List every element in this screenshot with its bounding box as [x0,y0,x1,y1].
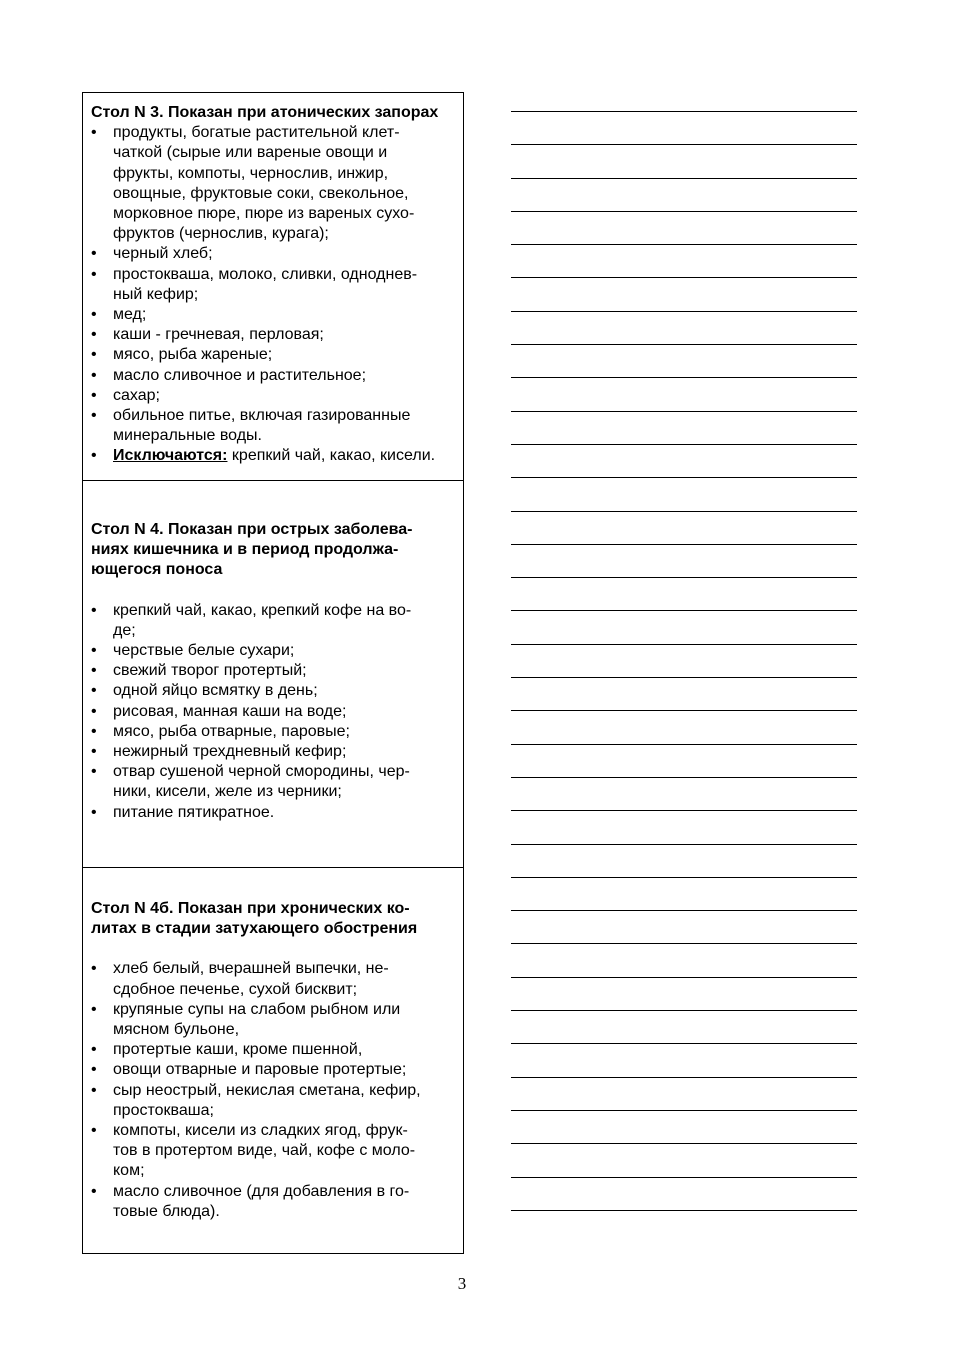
list-item-text: ный кефир; [113,285,199,303]
list-item [91,601,455,641]
list-item-text: сыр неострый, некислая сметана, кефир, [113,1081,421,1099]
list-item-text: отвар сушеной черной смородины, чер- [113,763,410,781]
list-item-text: черствые белые сухари; [113,642,295,660]
note-line [511,178,857,211]
item-list [91,959,455,1222]
list-item-text: компоты, кисели из сладких ягод, фрук- [113,1122,408,1140]
exclusion-text: крепкий чай, какао, кисели. [227,447,436,465]
list-item [91,1182,455,1222]
section-title-line: Стол N 4. Показан при острых заболева- [91,521,413,538]
note-line [511,810,857,843]
list-item-text: чаткой (сырые или вареные овощи и [113,144,388,162]
list-item [91,722,455,742]
diet-table-4-box [82,480,464,867]
list-item [91,325,455,345]
note-lines [511,111,857,1243]
list-item-text: простокваша, молоко, сливки, одноднев- [113,265,418,283]
list-item [91,681,455,701]
list-item-text: рисовая, манная каши на воде; [113,702,347,720]
list-item [91,641,455,661]
section-title [91,899,455,939]
list-item-text: крупяные супы на слабом рыбном или [113,1000,401,1018]
note-line [511,1210,857,1243]
list-item-text: каши - гречневая, перловая; [113,326,324,344]
note-line [511,1043,857,1076]
list-item [91,742,455,762]
note-line [511,943,857,976]
note-line [511,511,857,544]
note-line [511,744,857,777]
note-line [511,777,857,810]
note-line [511,211,857,244]
list-item-text: обильное питье, включая газированные [113,407,411,425]
list-item [91,265,455,305]
note-line [511,610,857,643]
note-line [511,877,857,910]
list-item [91,345,455,365]
diet-table-4b-box [82,867,464,1254]
section-title-line: ющегося поноса [91,561,223,579]
list-item-text: мед; [113,306,147,324]
list-item-text: овощные, фруктовые соки, свекольное, [113,184,409,202]
exclusion-item [91,446,455,466]
list-item-text: де; [113,621,136,639]
note-line [511,677,857,710]
diet-table-3-box [82,92,464,480]
list-item [91,123,455,244]
note-line [511,144,857,177]
section-title [91,520,455,581]
note-line [511,844,857,877]
note-line [511,244,857,277]
note-line [511,111,857,144]
note-line [511,577,857,610]
list-item-text: овощи отварные и паровые протертые; [113,1061,407,1079]
list-item [91,661,455,681]
note-line [511,344,857,377]
list-item-text: ком; [113,1162,145,1180]
item-list [91,601,455,823]
note-line [511,910,857,943]
list-item [91,702,455,722]
list-item-text: мясном бульоне, [113,1021,240,1039]
list-item-text: тов в протертом виде, чай, кофе с моло- [113,1142,416,1160]
note-line [511,311,857,344]
note-line [511,1010,857,1043]
list-item-text: масло сливочное (для добавления в го- [113,1182,410,1200]
note-line [511,411,857,444]
list-item [91,762,455,802]
list-item-text: простокваша; [113,1101,214,1119]
note-line [511,1077,857,1110]
section-title: Стол N 3. Показан при атонических запорах [91,104,439,121]
note-line [511,1177,857,1210]
list-item [91,386,455,406]
list-item-text: фруктов (чернослив, курага); [113,225,329,243]
note-line [511,444,857,477]
list-item-text: питание пятикратное. [113,803,275,821]
list-item-text: мясо, рыба отварные, паровые; [113,722,350,740]
list-item [91,1121,455,1182]
list-item-text: нежирный трехдневный кефир; [113,743,347,761]
list-item [91,1000,455,1040]
list-item-text: товые блюда). [113,1202,220,1220]
section-title-line: Стол N 4б. Показан при хронических ко- [91,900,410,917]
list-item-text: продукты, богатые растительной клет- [113,124,400,142]
list-item [91,305,455,325]
list-item-text: одной яйцо всмятку в день; [113,682,318,700]
list-item [91,803,455,823]
list-item [91,959,455,999]
list-item [91,1060,455,1080]
list-item [91,244,455,264]
list-item-text: хлеб белый, вчерашней выпечки, не- [113,960,389,978]
note-line [511,377,857,410]
page-number: 3 [457,1274,467,1293]
list-item [91,366,455,386]
note-line [511,644,857,677]
note-line [511,544,857,577]
item-list [91,123,455,466]
list-item-text: минеральные воды. [113,427,262,445]
list-item-text: крепкий чай, какао, крепкий кофе на во- [113,601,412,619]
list-item-text: фрукты, компоты, чернослив, инжир, [113,164,389,182]
note-line [511,1143,857,1176]
list-item-text: протертые каши, кроме пшенной, [113,1041,363,1059]
list-item-text: черный хлеб; [113,245,213,263]
section-title-line: литах в стадии затухающего обострения [91,920,418,938]
note-line [511,477,857,510]
section-title-line: ниях кишечника и в период продолжа- [91,541,399,559]
list-item-text: масло сливочное и растительное; [113,366,367,384]
note-line [511,1110,857,1143]
list-item-text: ники, кисели, желе из черники; [113,783,342,801]
note-line [511,977,857,1010]
exclusion-label: Исключаются: [113,447,228,465]
list-item-text: свежий творог протертый; [113,662,307,680]
list-item-text: сахар; [113,386,160,404]
list-item [91,406,455,446]
list-item-text: морковное пюре, пюре из вареных сухо- [113,205,415,223]
list-item [91,1040,455,1060]
list-item-text: сдобное печенье, сухой бисквит; [113,980,358,998]
note-line [511,710,857,743]
list-item-text: мясо, рыба жареные; [113,346,273,364]
note-line [511,277,857,310]
list-item [91,1081,455,1121]
